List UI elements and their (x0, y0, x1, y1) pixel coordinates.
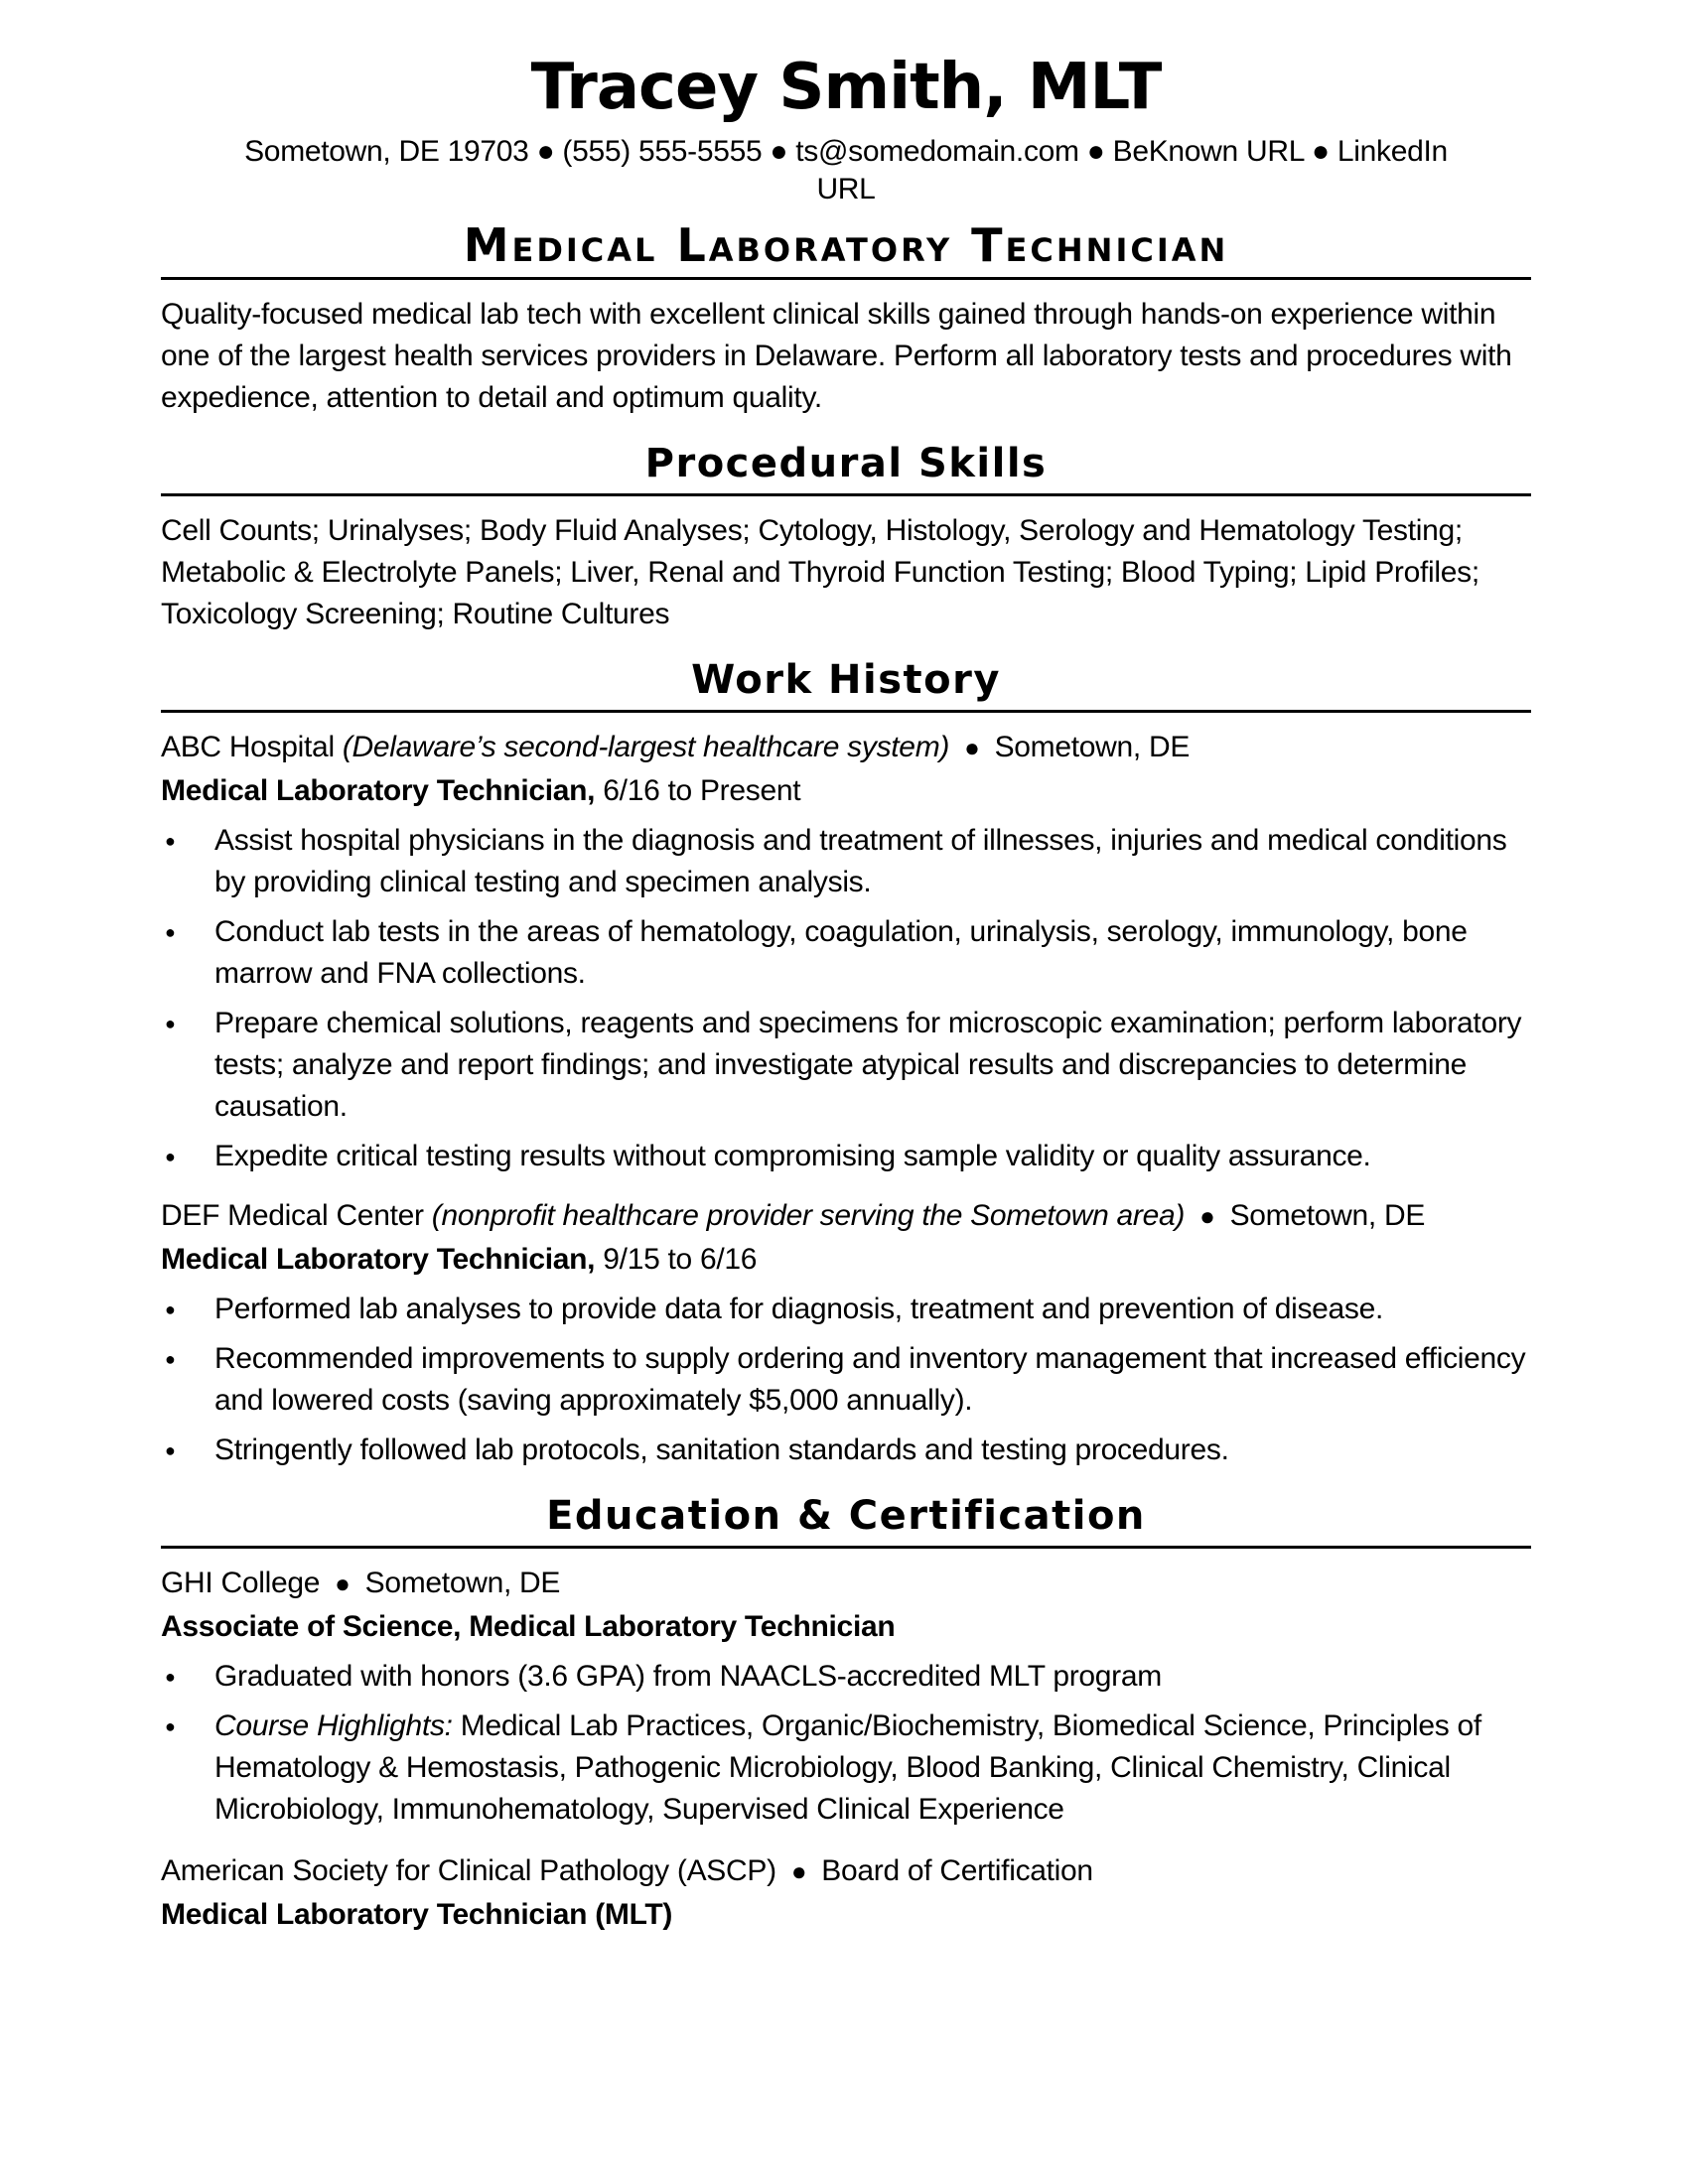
job-title-line (161, 770, 1491, 812)
work-section-heading: Work History (691, 657, 1001, 703)
section-work-history (161, 657, 1531, 1471)
bullet-text: Expedite critical testing results without compromising sample validity or quality assurance. (214, 1140, 1371, 1172)
job-dates: 6/16 to Present (603, 774, 801, 807)
bullet-icon: ● (165, 1014, 176, 1033)
bullet-text: Stringently followed lab protocols, sanitation standards and testing procedures. (214, 1433, 1229, 1466)
bullet-item (161, 911, 1531, 995)
bullet-text: Performed lab analyses to provide data for diagnosis, treatment and prevention of disease. (214, 1293, 1384, 1325)
job-entry-def-medical-center (161, 1195, 1531, 1471)
skills-section-heading: Procedural Skills (644, 441, 1048, 486)
job-bullet-list (161, 820, 1531, 1177)
employer-descriptor: (nonprofit healthcare provider serving the Sometown area) (431, 1199, 1186, 1232)
school-line (161, 1563, 1491, 1604)
section-role (161, 220, 1531, 419)
job-title: Medical Laboratory Technician, (161, 774, 596, 807)
bullet-text: Conduct lab tests in the areas of hematology, coagulation, urinalysis, serology, immunology, bone marrow and FNA collections. (214, 915, 1468, 990)
course-highlights-text: Medical Lab Practices, Organic/Biochemistry, Biomedical Science, Principles of Hematology & Hemostasis, Pathogenic Microbiology, Blood Banking, Clinical Chemistry, Clinical Microbiology, Immunohematology, Supervised Clinical Experience (214, 1709, 1481, 1826)
section-skills (161, 441, 1531, 635)
employer-descriptor: (Delaware’s second-largest healthcare system) (342, 731, 950, 763)
bullet-item (161, 1136, 1531, 1177)
bullet-icon: ● (165, 922, 176, 942)
school-location: Sometown, DE (364, 1567, 561, 1599)
bullet-separator-icon: ● (1199, 1201, 1215, 1231)
degree: Associate of Science, Medical Laboratory Technician (161, 1610, 896, 1643)
course-highlights-label: Course Highlights: (214, 1709, 453, 1742)
credential: Medical Laboratory Technician (MLT) (161, 1898, 673, 1931)
name-heading: Tracey Smith, MLT (530, 51, 1162, 124)
bullet-icon: ● (165, 1349, 176, 1369)
role-section-divider (161, 277, 1531, 280)
job-entry-abc-hospital (161, 727, 1531, 1177)
section-education (161, 1493, 1531, 1936)
skills-section-divider (161, 493, 1531, 496)
contact-info (161, 133, 1531, 208)
bullet-item (161, 1289, 1531, 1330)
degree-line (161, 1606, 1491, 1648)
education-section-heading: Education & Certification (546, 1493, 1146, 1539)
employer-line (161, 1195, 1491, 1237)
contact-line-1: Sometown, DE 19703 ● (555) 555-5555 ● ts@somedomain.com ● BeKnown URL ● LinkedIn (244, 135, 1448, 168)
credential-line (161, 1894, 1491, 1936)
employer-name: ABC Hospital (161, 731, 335, 763)
role-section-heading: Medical Laboratory Technician (463, 218, 1229, 272)
work-section-divider (161, 710, 1531, 713)
bullet-separator-icon: ● (790, 1856, 807, 1886)
job-title-line (161, 1239, 1491, 1281)
contact-line-2: URL (816, 173, 876, 205)
summary-paragraph: Quality-focused medical lab tech with excellent clinical skills gained through hands-on experience within one of the largest health services providers in Delaware. Perform all laboratory tests and procedures with expedience, attention to detail and optimum quality. (161, 298, 1512, 414)
education-section-divider (161, 1546, 1531, 1549)
certification-entry (161, 1850, 1531, 1936)
bullet-text: Graduated with honors (3.6 GPA) from NAACLS-accredited MLT program (214, 1660, 1162, 1693)
certifier-board: Board of Certification (821, 1854, 1093, 1887)
employer-name: DEF Medical Center (161, 1199, 424, 1232)
job-location: Sometown, DE (994, 731, 1191, 763)
bullet-icon: ● (165, 1716, 176, 1736)
school-name: GHI College (161, 1567, 321, 1599)
bullet-item (161, 1430, 1531, 1471)
job-dates: 9/15 to 6/16 (603, 1243, 758, 1276)
bullet-separator-icon: ● (335, 1569, 351, 1598)
certifier-name: American Society for Clinical Pathology (ASCP) (161, 1854, 776, 1887)
bullet-icon: ● (165, 831, 176, 851)
bullet-item (161, 1656, 1531, 1698)
employer-line (161, 727, 1491, 768)
bullet-text: Recommended improvements to supply ordering and inventory management that increased efficiency and lowered costs (saving approximately $5,000 annually). (214, 1342, 1526, 1417)
job-bullet-list (161, 1289, 1531, 1471)
bullet-icon: ● (165, 1299, 176, 1319)
bullet-separator-icon: ● (964, 733, 980, 762)
bullet-item (161, 820, 1531, 903)
bullet-icon: ● (165, 1667, 176, 1687)
bullet-item (161, 1003, 1531, 1128)
bullet-icon: ● (165, 1147, 176, 1166)
education-entry (161, 1563, 1531, 1831)
skills-paragraph: Cell Counts; Urinalyses; Body Fluid Analyses; Cytology, Histology, Serology and Hematology Testing; Metabolic & Electrolyte Panels; Liver, Renal and Thyroid Function Testing; Blood Typing; Lipid Profiles; Toxicology Screening; Routine Cultures (161, 514, 1479, 630)
bullet-item (161, 1338, 1531, 1422)
bullet-item (161, 1706, 1531, 1831)
education-bullet-list (161, 1656, 1531, 1831)
bullet-text: Prepare chemical solutions, reagents and specimens for microscopic examination; perform laboratory tests; analyze and report findings; and investigate atypical results and discrepancies to determine causation. (214, 1007, 1522, 1123)
bullet-icon: ● (165, 1440, 176, 1460)
job-title: Medical Laboratory Technician, (161, 1243, 596, 1276)
certifier-line (161, 1850, 1491, 1892)
bullet-text: Assist hospital physicians in the diagnosis and treatment of illnesses, injuries and medical conditions by providing clinical testing and specimen analysis. (214, 824, 1507, 898)
bullet-text (214, 1706, 1531, 1831)
job-location: Sometown, DE (1229, 1199, 1426, 1232)
